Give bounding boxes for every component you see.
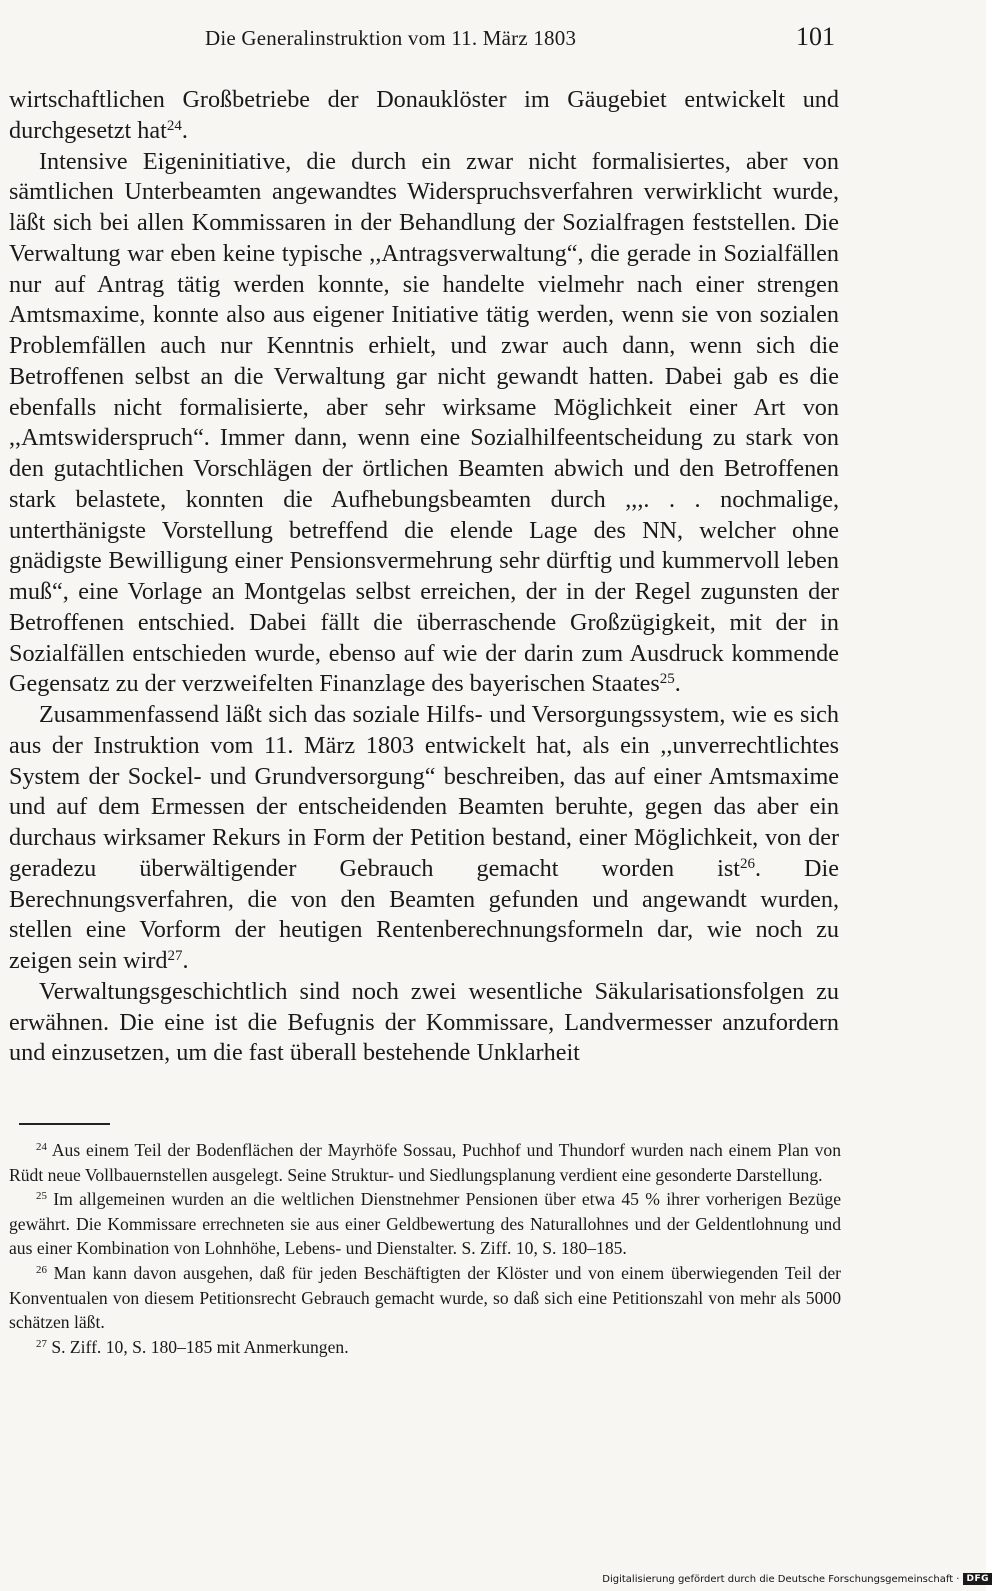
- paragraph: [9, 700, 839, 977]
- footnote-ref: 24: [166, 117, 182, 134]
- footnote-ref: 26: [739, 855, 755, 872]
- paragraph: [9, 977, 839, 1069]
- paragraph-text: wirtschaftlichen Großbetriebe der Donauklöster im Gäugebiet entwickelt und durchgesetzt hat: [9, 86, 839, 144]
- footnote-ref: 27: [167, 947, 183, 964]
- footnote-text: Man kann davon ausgehen, daß für jeden Beschäftigten der Klöster und von einem überwiegenden Teil der Konventualen von diesem Petitionsrecht Gebrauch gemacht wurde, so daß sich eine Petitionszahl von mehr als 5000 schätzen läßt.: [9, 1262, 842, 1333]
- funding-note: Digitalisierung gefördert durch die Deutsche Forschungsgemeinschaft ·: [602, 1573, 960, 1585]
- page-number: 101: [796, 22, 835, 51]
- footnote-number: 26: [36, 1263, 47, 1276]
- footnote: [9, 1187, 841, 1261]
- footnote-text: Im allgemeinen wurden an die weltlichen Dienstnehmer Pensionen über etwa 45 % ihrer vorherigen Bezüge gewährt. Die Kommissare errechneten sie aus einer Geldbewertung des Naturallohnes und der Geldentlohnung und aus einer Kombination von Lohnhöhe, Lebens- und Dienstalter. S. Ziff. 10, S. 180–185.: [9, 1189, 842, 1259]
- footnote: [9, 1261, 841, 1335]
- scan-edge: [986, 0, 1000, 1591]
- footnote-text: S. Ziff. 10, S. 180–185 mit Anmerkungen.: [51, 1336, 349, 1357]
- running-title: Die Generalinstruktion vom 11. März 1803: [205, 26, 577, 50]
- punctuation: .: [181, 116, 188, 144]
- punctuation: .: [674, 670, 681, 698]
- main-text: [9, 85, 839, 1069]
- footnote: [9, 1138, 841, 1187]
- paragraph-text: Intensive Eigeninitiative, die durch ein zwar nicht formalisiertes, aber von sämtlichen Unterbeamten angewandtes Widerspruchsverfahren verwirklicht wurde, läßt sich bei allen Kommissaren in der Behandlung der Sozialfragen feststellen. Die Verwaltung war eben keine typische ,,Antragsverwaltung“, die gerade in Sozialfällen nur auf Antrag tätig werden konnte, sie handelte vielmehr nach einer strengen Amtsmaxime, konnte also aus eigener Initiative tätig werden, wenn sie von sozialen Problemfällen auch nur Kenntnis erhielt, und zwar auch dann, wenn sich die Betroffenen selbst an die Verwaltung gar nicht gewandt hatten. Dabei gab es die ebenfalls nicht formalisierte, aber sehr wirksame Möglichkeit einer Art von ,,Amtswiderspruch“. Immer dann, wenn eine Sozialhilfeentscheidung zu stark von den gutachtlichen Vorschlägen der örtlichen Beamten abwich und den Betroffenen stark belastete, konnten die Aufhebungsbeamten durch ,,,. . . nochmalige, unterthänigste Vorstellung betreffend die elende Lage des NN, welcher ohne gnädigste Bewilligung einer Pensionsvermehrung sehr dürftig und kummervoll leben muß“, eine Vorlage an Montgelas selbst erreichen, der in der Regel zugunsten der Betroffenen entschied. Dabei fällt die überraschende Großzügigkeit, mit der in Sozialfällen entschieden wurde, ebenso auf wie der darin zum Ausdruck kommende Gegensatz zu der verzweifelten Finanzlage des bayerischen Staates: [9, 147, 839, 698]
- footnote-separator: [19, 1123, 110, 1125]
- paragraph: [9, 147, 839, 701]
- footnote-number: 27: [36, 1337, 47, 1350]
- footnote-number: 25: [36, 1190, 47, 1203]
- paragraph-text: Verwaltungsgeschichtlich sind noch zwei wesentliche Säkularisationsfolgen zu erwähnen. Die eine ist die Befugnis der Kommissare, Landvermesser anzufordern und einzusetzen, um die fast überall bestehende Unklarheit: [9, 977, 839, 1067]
- footnote-text: Aus einem Teil der Bodenflächen der Mayrhöfe Sossau, Puchhof und Thundorf wurden nach einem Plan von Rüdt neue Vollbauernstellen ausgelegt. Seine Struktur- und Siedlungsplanung verdient eine gesonderte Darstellung.: [9, 1140, 841, 1185]
- dfg-logo: DFG: [963, 1573, 992, 1585]
- footnotes: [9, 1138, 841, 1359]
- footnote-ref: 25: [659, 671, 675, 687]
- paragraph: [9, 85, 839, 147]
- paragraph-text: . Die Berechnungsverfahren, die von den Beamten gefunden und angewandt wurden, stellen eine Vorform der heutigen Rentenberechnungsformeln dar, wie noch zu zeigen sein wird: [9, 854, 839, 974]
- footnote-number: 24: [36, 1141, 47, 1153]
- paragraph-text: Zusammenfassend läßt sich das soziale Hilfs- und Versorgungssystem, wie es sich aus der Instruktion vom 11. März 1803 entwickelt hat, als ein ,,unverrechtlichtes System der Sockel- und Grundversorgung“ beschreiben, das auf einer Amtsmaxime und auf dem Ermessen der entscheidenden Beamten beruhte, gegen das aber ein durchaus wirksamer Rekurs in Form der Petition bestand, einer Möglichkeit, von der geradezu überwältigender Gebrauch gemacht worden ist: [9, 701, 839, 882]
- footnote: [9, 1335, 841, 1360]
- digitization-footer: [602, 1573, 992, 1585]
- punctuation: .: [182, 947, 189, 974]
